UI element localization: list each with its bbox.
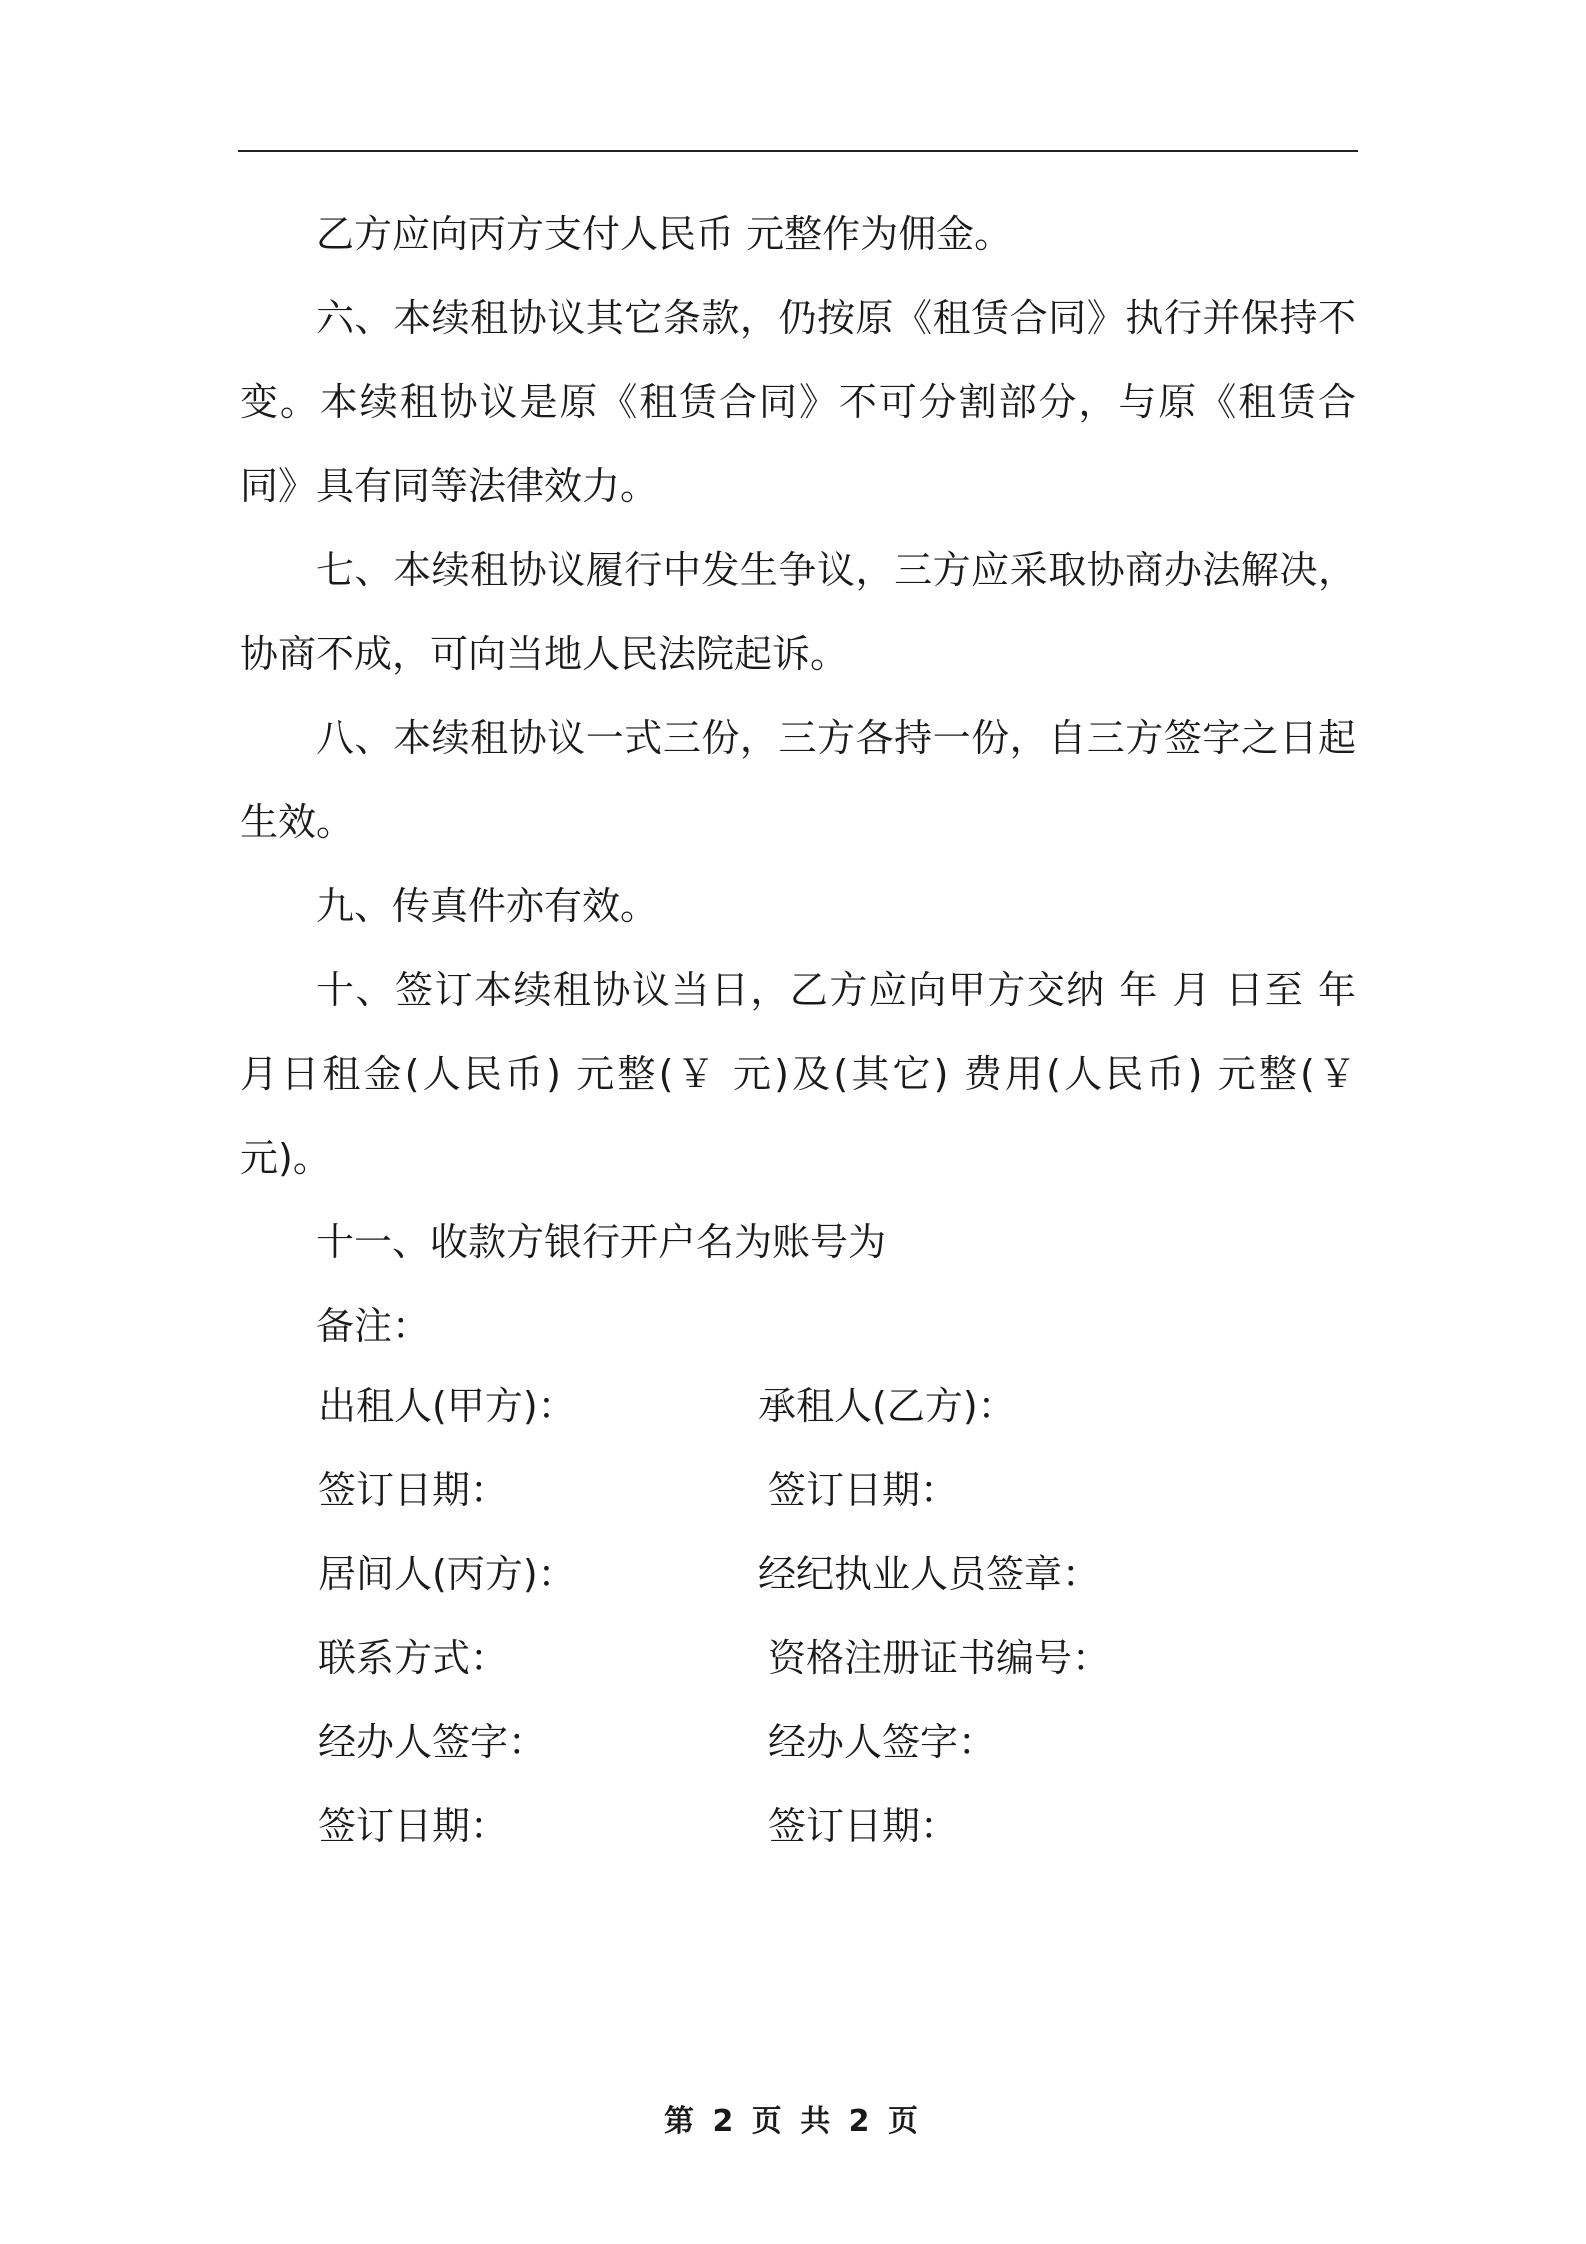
signature-lessor-label: 出租人(甲方)： xyxy=(318,1383,576,1428)
paragraph-clause-6: 六、本续租协议其它条款，仍按原《租赁合同》执行并保持不变。本续租协议是原《租赁合同》不可分割部分，与原《租赁合同》具有同等法律效力。 xyxy=(240,296,1356,508)
paragraph-clause-8: 八、本续租协议一式三份，三方各持一份，自三方签字之日起生效。 xyxy=(240,716,1356,844)
signature-row-lessor xyxy=(318,1360,1358,1444)
signature-date-right-2: 签订日期： xyxy=(768,1803,959,1848)
signature-date-left-2: 签订日期： xyxy=(318,1803,509,1848)
paragraph-clause-10: 十、签订本续租协议当日，乙方应向甲方交纳 年 月 日至 年 月日租金(人民币) 元整(￥ 元)及(其它) 费用(人民币) 元整(￥ 元)。 xyxy=(240,968,1356,1180)
paragraph-clause-7: 七、本续租协议履行中发生争议，三方应采取协商办法解决，协商不成，可向当地人民法院起诉。 xyxy=(240,548,1356,676)
signature-contact-label: 联系方式： xyxy=(318,1635,509,1680)
paragraph-remarks: 备注： xyxy=(316,1304,431,1348)
page-number: 第 2 页 共 2 页 xyxy=(664,2104,922,2139)
signature-block xyxy=(318,1360,1358,1864)
signature-row-handler xyxy=(318,1696,1358,1780)
paragraph-commission: 乙方应向丙方支付人民币 元整作为佣金。 xyxy=(316,212,1013,256)
signature-date-left: 签订日期： xyxy=(318,1467,509,1512)
signature-agent-seal-label: 经纪执业人员签章： xyxy=(758,1551,1101,1596)
signature-intermediary-label: 居间人(丙方)： xyxy=(318,1551,576,1596)
signature-row-date-2 xyxy=(318,1780,1358,1864)
signature-handler-left: 经办人签字： xyxy=(318,1719,547,1764)
document-body xyxy=(240,192,1356,1368)
signature-handler-right: 经办人签字： xyxy=(768,1719,997,1764)
signature-row-intermediary xyxy=(318,1528,1358,1612)
signature-certificate-label: 资格注册证书编号： xyxy=(768,1635,1111,1680)
signature-date-right: 签订日期： xyxy=(768,1467,959,1512)
header-rule xyxy=(238,150,1358,152)
paragraph-clause-11: 十一、收款方银行开户名为账号为 xyxy=(316,1220,887,1264)
paragraph-clause-9: 九、传真件亦有效。 xyxy=(316,884,659,928)
signature-row-contact xyxy=(318,1612,1358,1696)
signature-row-date-1 xyxy=(318,1444,1358,1528)
signature-lessee-label: 承租人(乙方)： xyxy=(758,1383,1016,1428)
